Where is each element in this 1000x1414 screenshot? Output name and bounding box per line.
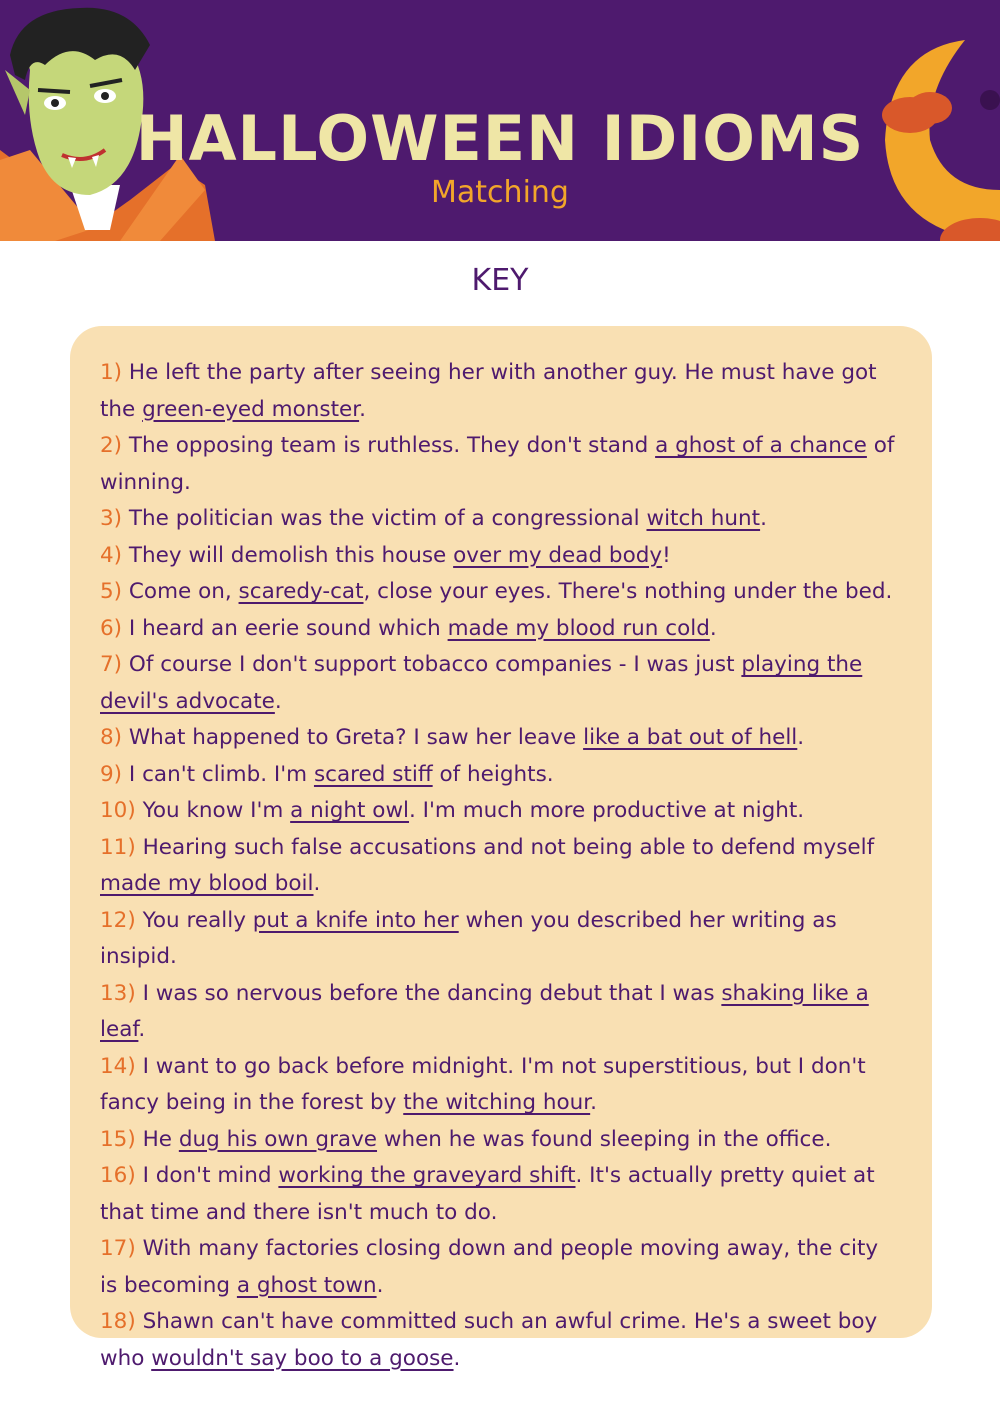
idiom-answer: like a bat out of hell <box>583 725 798 750</box>
idiom-answer: green-eyed monster <box>142 396 360 422</box>
answer-text: I don't mind <box>135 1163 279 1188</box>
idiom-answer: made my blood run cold <box>447 615 710 641</box>
answer-text: . <box>313 871 321 896</box>
answer-number: 6) <box>100 615 123 641</box>
answer-number: 4) <box>100 542 123 568</box>
idiom-answer: a ghost of a chance <box>655 433 867 458</box>
idiom-answer: wouldn't say boo to a goose <box>151 1345 454 1371</box>
answer-number: 16) <box>100 1163 136 1188</box>
answer-text: . <box>376 1272 384 1298</box>
answer-item <box>100 355 900 428</box>
answer-item <box>100 574 900 611</box>
answer-text: Shawn can't have committed such an awful crime. He's a sweet boy who <box>100 1309 878 1371</box>
answer-number: 7) <box>100 652 123 677</box>
answer-item <box>100 1049 900 1122</box>
answer-number: 12) <box>100 907 136 933</box>
answer-text: What happened to Greta? I saw her leave <box>122 725 584 750</box>
answer-text: Of course I don't support tobacco companies - I was just <box>122 652 742 677</box>
answer-item <box>100 647 900 720</box>
idiom-answer: scared stiff <box>313 761 433 787</box>
answer-text: . <box>797 725 805 750</box>
answer-text: He <box>135 1126 179 1152</box>
idiom-answer: witch hunt <box>646 506 761 531</box>
answer-number: 13) <box>100 980 136 1006</box>
answer-number: 8) <box>100 725 123 750</box>
answer-number: 18) <box>100 1309 136 1334</box>
answer-item <box>100 501 900 538</box>
answer-number: 14) <box>100 1053 136 1079</box>
answer-item <box>100 720 900 757</box>
answer-item <box>100 1304 900 1377</box>
answer-text: I heard an eerie sound which <box>122 615 448 641</box>
answer-list <box>100 355 900 1377</box>
idiom-answer: playing the devil's advocate <box>100 652 863 714</box>
idiom-answer: scaredy-cat <box>238 579 364 604</box>
answer-text: . <box>359 396 366 422</box>
answer-text: I can't climb. I'm <box>122 761 314 787</box>
page-subtitle: Matching <box>431 175 569 210</box>
answer-text: when he was found sleeping in the office. <box>377 1126 832 1152</box>
idiom-answer: made my blood boil <box>100 871 314 896</box>
key-heading: KEY <box>471 263 529 298</box>
idiom-answer: the witching hour <box>403 1090 591 1115</box>
answer-item <box>100 1231 900 1304</box>
answer-text: Come on, <box>122 579 239 604</box>
answer-item <box>100 976 900 1049</box>
answer-item <box>100 428 900 501</box>
answer-number: 2) <box>100 433 123 458</box>
idiom-answer: put a knife into her <box>252 907 459 933</box>
header-banner <box>0 0 1000 241</box>
idiom-answer: working the graveyard shift <box>278 1163 576 1188</box>
answer-item <box>100 611 900 648</box>
answer-text: , close your eyes. There's nothing under the bed. <box>363 579 893 604</box>
answer-text: of winning. <box>100 433 895 495</box>
answer-text: ! <box>662 542 671 568</box>
answer-text: He left the party after seeing her with another guy. He must have got the <box>100 360 877 422</box>
answer-text: I was so nervous before the dancing debut that I was <box>135 980 722 1006</box>
answer-text: Hearing such false accusations and not being able to defend myself <box>135 834 875 860</box>
answer-number: 3) <box>100 506 123 531</box>
answer-text: . It's actually pretty quiet at that time and there isn't much to do. <box>100 1163 875 1225</box>
answer-number: 11) <box>100 834 136 860</box>
answer-text: . <box>590 1090 598 1115</box>
answer-text: With many factories closing down and people moving away, the city is becoming <box>100 1236 879 1298</box>
answer-number: 10) <box>100 798 136 823</box>
answer-text: You know I'm <box>135 798 291 823</box>
idiom-answer: over my dead body <box>453 542 663 568</box>
answer-number: 1) <box>100 360 123 385</box>
answer-text: . <box>138 1017 146 1042</box>
answer-text: . <box>760 506 767 531</box>
answer-item <box>100 793 900 830</box>
answer-number: 9) <box>100 761 123 787</box>
idiom-answer: shaking like a leaf <box>100 980 869 1042</box>
idiom-answer: a night owl <box>290 798 410 823</box>
answer-item <box>100 538 900 575</box>
answer-item <box>100 1158 900 1231</box>
answer-text: . <box>453 1345 461 1371</box>
answer-text: . <box>274 688 282 714</box>
answer-number: 15) <box>100 1126 136 1152</box>
idiom-answer: dug his own grave <box>178 1126 378 1152</box>
answer-item <box>100 830 900 903</box>
answer-item <box>100 757 900 794</box>
answer-number: 17) <box>100 1236 136 1261</box>
page-title: HALLOWEEN IDIOMS <box>135 102 865 175</box>
idiom-answer: a ghost town <box>236 1272 377 1298</box>
answer-number: 5) <box>100 579 123 604</box>
answer-text: . I'm much more productive at night. <box>409 798 805 823</box>
answer-text: I want to go back before midnight. I'm not superstitious, but I don't fancy being in the forest by <box>100 1053 866 1115</box>
answer-text: when you described her writing as insipid. <box>100 907 837 969</box>
answer-text: You really <box>135 907 253 933</box>
answer-text: They will demolish this house <box>122 542 454 568</box>
answer-text: The opposing team is ruthless. They don't stand <box>122 433 656 458</box>
answer-text: The politician was the victim of a congressional <box>122 506 647 531</box>
answer-text: . <box>709 615 717 641</box>
answer-item <box>100 1122 900 1159</box>
answer-item <box>100 903 900 976</box>
answer-text: of heights. <box>432 761 554 787</box>
